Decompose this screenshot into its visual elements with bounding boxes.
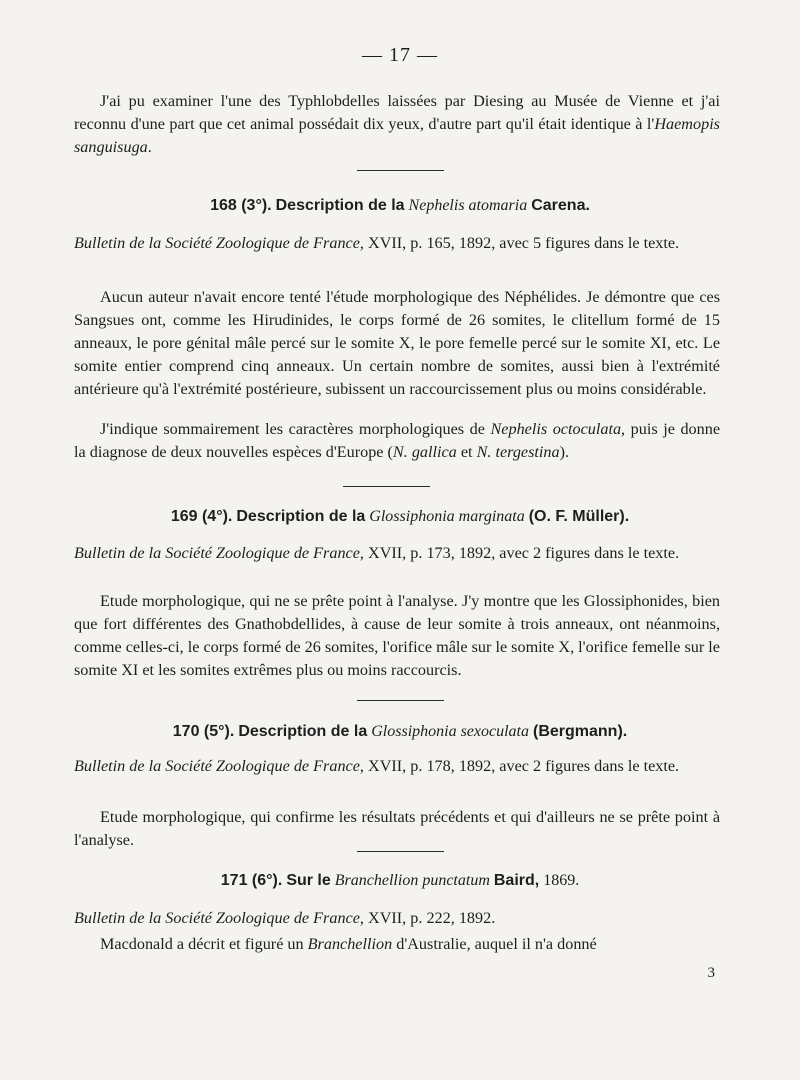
reference-journal: Bulletin de la Société Zoologique de France <box>74 234 360 252</box>
para-text: J'indique sommairement les caractères morphologiques de <box>100 420 491 438</box>
entry-title-text: Description de la <box>236 508 366 525</box>
reference-details: , XVII, p. 222, 1892. <box>359 909 496 927</box>
reference-details: , XVII, p. 165, 1892, avec 5 figures dans le texte. <box>359 234 680 252</box>
entry-170-paragraph: Etude morphologique, qui confirme les résultats précédents et qui d'ailleurs ne se prête point à l'analyse. <box>74 808 720 849</box>
reference-details: , XVII, p. 178, 1892, avec 2 figures dans le texte. <box>359 757 680 775</box>
entry-169-paragraph: Etude morphologique, qui ne se prête point à l'analyse. J'y montre que les Glossiphonides, bien que fort différentes des Gnathobdellides, à cause de leur somite à trois anneaux, ont néanmoins, comme celles-ci, le corps formé de 26 somites, l'orifice mâle sur le somite X, l'orifice femelle sur le somite XI et les somites extrêmes plus ou moins raccourcis. <box>74 592 720 679</box>
entry-taxon: Branchellion punctatum <box>334 872 490 889</box>
para-text: , puis je donne la diagnose de deux nouvelles espèces d'Europe ( <box>74 420 720 461</box>
section-divider <box>343 486 430 487</box>
intro-taxon: Haemopis sanguisuga <box>74 115 720 156</box>
entry-author: (Bergmann). <box>533 723 628 740</box>
entry-number: 171 (6°). <box>220 872 283 889</box>
para-text: Macdonald a décrit et figuré un <box>100 935 308 953</box>
entry-168-title <box>0 197 800 215</box>
entry-author: (O. F. Müller). <box>528 508 630 525</box>
para-taxon: Nephelis octoculata <box>490 420 622 438</box>
entry-title-text: Sur le <box>286 872 331 889</box>
para-taxon: Branchellion <box>307 935 393 953</box>
entry-author: Baird, <box>493 872 540 889</box>
page-number: — 17 — <box>362 44 438 66</box>
entry-170-reference <box>74 755 746 778</box>
section-divider <box>357 170 444 171</box>
section-divider <box>357 851 444 852</box>
entry-168-reference <box>74 232 746 255</box>
entry-taxon: Glossiphonia marginata <box>369 508 525 525</box>
entry-169-title <box>0 508 800 526</box>
entry-171-title <box>0 872 800 890</box>
entry-171-reference <box>74 907 746 930</box>
para-text: et <box>456 443 477 461</box>
reference-details: , XVII, p. 173, 1892, avec 2 figures dans le texte. <box>359 544 680 562</box>
entry-169-reference <box>74 542 746 565</box>
entry-171-paragraph <box>74 933 720 956</box>
entry-168-paragraph-1: Aucun auteur n'avait encore tenté l'étude morphologique des Néphélides. Je démontre que ces Sangsues ont, comme les Hirudinides, le corps formé de 26 somites, le clitellum formé de 15 anneaux, le pore génital mâle percé sur le somite X, le pore femelle percé sur le somite XI, etc. Le somite entier comprend cinq anneaux. Un certain nombre de somites, aussi bien à l'extrémité antérieure qu'à l'extrémité postérieure, subissent un raccourcissement plus ou moins considérable. <box>74 288 720 398</box>
reference-journal: Bulletin de la Société Zoologique de France <box>74 909 360 927</box>
para-taxon: N. tergestina <box>476 443 560 461</box>
entry-170-title <box>0 723 800 741</box>
entry-number: 170 (5°). <box>172 723 235 740</box>
entry-number: 169 (4°). <box>170 508 233 525</box>
reference-journal: Bulletin de la Société Zoologique de France <box>74 544 360 562</box>
entry-year: 1869. <box>543 872 580 889</box>
signature-mark: 3 <box>707 965 715 981</box>
para-text: d'Australie, auquel il n'a donné <box>392 935 597 953</box>
para-taxon: N. gallica <box>392 443 457 461</box>
reference-journal: Bulletin de la Société Zoologique de France <box>74 757 360 775</box>
intro-text: J'ai pu examiner l'une des Typhlobdelles laissées par Diesing au Musée de Vienne et j'ai reconnu d'une part que cet animal possédait dix yeux, d'autre part qu'il était identique à l' <box>74 92 720 133</box>
intro-text-end: . <box>147 138 152 156</box>
entry-title-text: Description de la <box>275 197 405 214</box>
entry-taxon: Nephelis atomaria <box>408 197 528 214</box>
intro-paragraph <box>74 90 720 159</box>
entry-168-paragraph-2 <box>74 418 720 464</box>
section-divider <box>357 700 444 701</box>
para-text: ). <box>559 443 570 461</box>
entry-author: Carena. <box>531 197 590 214</box>
entry-title-text: Description de la <box>238 723 368 740</box>
entry-taxon: Glossiphonia sexoculata <box>371 723 529 740</box>
entry-number: 168 (3°). <box>210 197 272 214</box>
